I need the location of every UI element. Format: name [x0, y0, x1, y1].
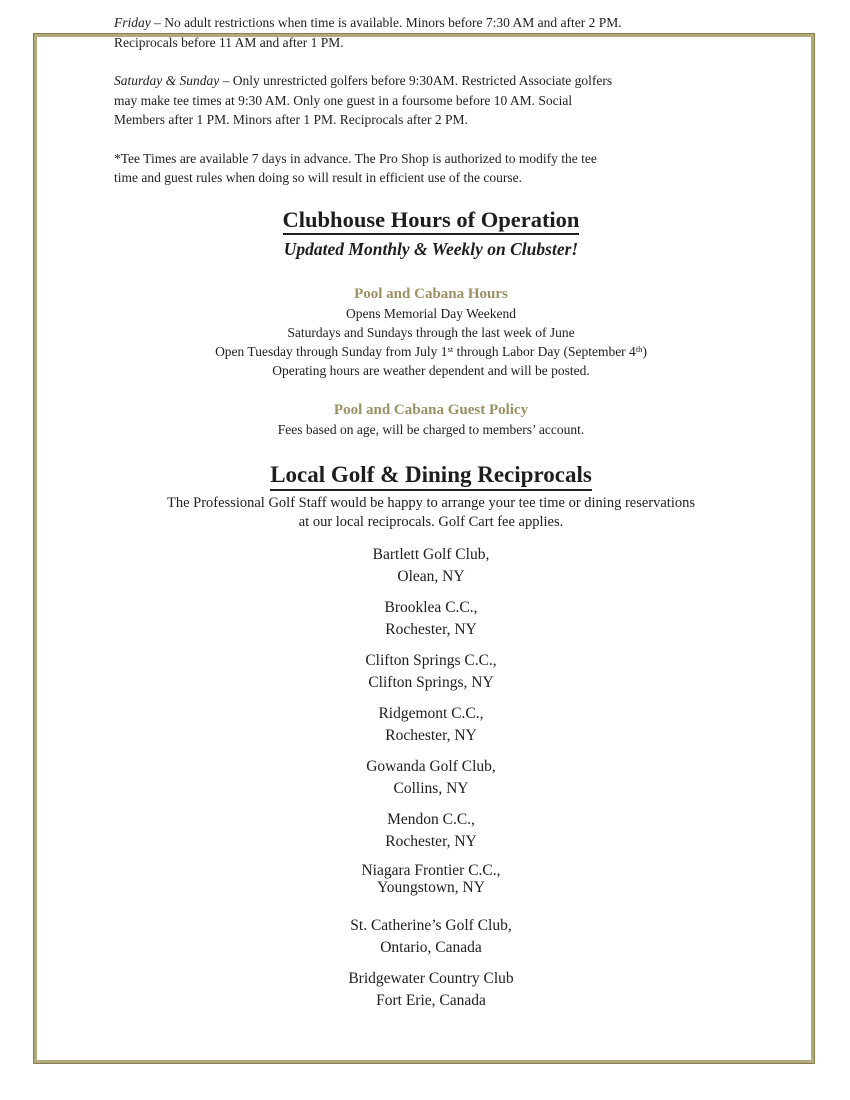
pool-hours-line-3 — [78, 342, 784, 361]
pool-hours-line-1: Opens Memorial Day Weekend — [346, 305, 516, 321]
guest-policy-heading: Pool and Cabana Guest Policy — [333, 402, 529, 419]
club-entry-niagara-frontier — [78, 862, 784, 896]
club-name: Ridgemont C.C., — [378, 704, 484, 722]
friday-label: Friday — [114, 15, 151, 30]
reciprocals-intro-line-2: at our local reciprocals. Golf Cart fee applies. — [298, 513, 564, 530]
friday-paragraph — [114, 13, 784, 52]
club-name: Brooklea C.C., — [384, 598, 478, 616]
club-entry-bridgewater — [78, 968, 784, 1012]
pool-hours-line-4: Operating hours are weather dependent and will be posted. — [272, 363, 590, 379]
club-location: Fort Erie, Canada — [376, 991, 486, 1009]
friday-line-1-text: – No adult restrictions when time is available. Minors before 7:30 AM and after 2 PM. — [150, 15, 622, 30]
club-name: Niagara Frontier C.C., — [361, 861, 501, 879]
tee-times-note — [114, 149, 784, 188]
club-entry-st-catherines — [78, 915, 784, 959]
club-entry-brooklea — [78, 597, 784, 641]
club-name: Clifton Springs C.C., — [365, 651, 497, 669]
pool-hours-line-2: Saturdays and Sundays through the last week of June — [287, 324, 575, 340]
pool-hours-superscript-th: th — [635, 343, 643, 354]
pool-hours-line-3-part-3: ) — [642, 343, 647, 359]
club-name: Mendon C.C., — [387, 810, 475, 828]
pool-hours-heading: Pool and Cabana Hours — [354, 285, 508, 302]
club-name: St. Catherine’s Golf Club, — [350, 916, 512, 934]
clubster-subtitle: Updated Monthly & Weekly on Clubster! — [283, 238, 579, 259]
clubhouse-hours-title-row — [78, 207, 784, 235]
club-location: Ontario, Canada — [380, 938, 482, 956]
club-entry-ridgemont — [78, 703, 784, 747]
weekend-line-3: Members after 1 PM. Minors after 1 PM. Reciprocals after 2 PM. — [114, 112, 468, 127]
reciprocals-title-row — [78, 462, 784, 491]
reciprocals-intro-line-1: The Professional Golf Staff would be happy to arrange your tee time or dining reservations — [166, 494, 696, 511]
reciprocal-clubs-list — [78, 544, 784, 1012]
friday-line-2: Reciprocals before 11 AM and after 1 PM. — [114, 34, 344, 50]
weekend-paragraph — [114, 71, 784, 130]
weekend-line-1-text: – Only unrestricted golfers before 9:30AM. Restricted Associate golfers — [219, 73, 613, 88]
pool-hours-line-3-part-2: through Labor Day (September 4 — [453, 343, 636, 359]
tee-times-line-2: time and guest rules when doing so will result in efficient use of the course. — [114, 170, 523, 185]
pool-hours-line-3-part-1: Open Tuesday through Sunday from July 1 — [215, 343, 448, 359]
club-location: Rochester, NY — [385, 620, 477, 638]
club-location: Clifton Springs, NY — [368, 673, 494, 691]
club-location: Rochester, NY — [385, 726, 477, 744]
weekend-line-2: may make tee times at 9:30 AM. Only one guest in a foursome before 10 AM. Social — [114, 92, 573, 108]
club-location: Rochester, NY — [385, 832, 477, 850]
reciprocals-title: Local Golf & Dining Reciprocals — [270, 462, 592, 491]
club-entry-mendon — [78, 809, 784, 853]
club-name: Bridgewater Country Club — [348, 969, 514, 987]
club-entry-gowanda — [78, 756, 784, 800]
weekend-line-1 — [114, 71, 784, 91]
guest-policy-line: Fees based on age, will be charged to members’ account. — [277, 422, 585, 438]
club-location: Collins, NY — [393, 779, 469, 797]
club-name: Bartlett Golf Club, — [372, 545, 490, 563]
club-entry-bartlett — [78, 544, 784, 588]
reciprocals-intro — [78, 494, 784, 532]
clubhouse-hours-title: Clubhouse Hours of Operation — [283, 207, 580, 235]
weekend-label: Saturday & Sunday — [114, 73, 220, 88]
club-location: Youngstown, NY — [377, 878, 485, 896]
club-name: Gowanda Golf Club, — [366, 757, 496, 775]
club-location: Olean, NY — [397, 567, 465, 585]
pool-hours-superscript-st: st — [447, 343, 454, 354]
friday-line-1 — [114, 13, 784, 33]
tee-times-line-1: *Tee Times are available 7 days in advance. The Pro Shop is authorized to modify the tee — [114, 150, 597, 166]
club-entry-clifton-springs — [78, 650, 784, 694]
